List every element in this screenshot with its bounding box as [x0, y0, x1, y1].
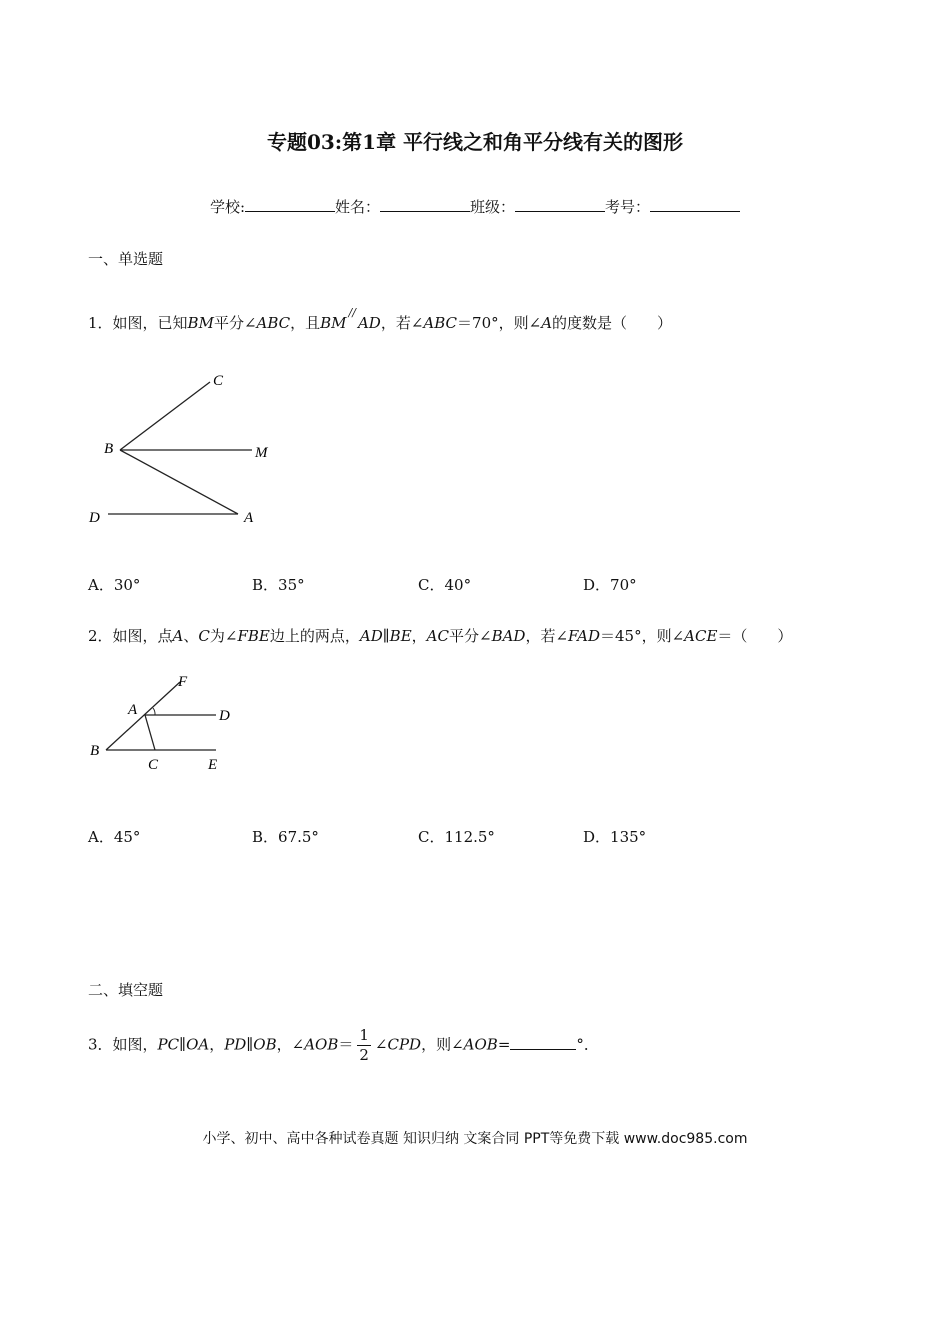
q2-ac: AC: [426, 627, 449, 645]
q1-text: 1．如图，已知: [88, 314, 188, 332]
student-info-line: [0, 196, 950, 217]
q1-bm: BM: [187, 314, 214, 332]
section-heading-fill-blank: 二、填空题: [88, 981, 164, 999]
q3-aob: AOB: [304, 1035, 339, 1054]
q2-ad: AD: [359, 627, 383, 645]
section-heading-single-choice: 一、单选题: [88, 250, 164, 268]
q1-label-a: A: [244, 510, 254, 526]
q1-text: 平分∠: [213, 314, 257, 332]
q1-ad: AD: [357, 314, 381, 332]
q1-label-m: M: [255, 445, 268, 461]
q2-option-c[interactable]: C．112.5°: [418, 828, 495, 846]
q3-pc: PC: [157, 1035, 180, 1054]
q2-text: ＝45°，则∠: [600, 627, 685, 645]
q2-text: ，: [411, 627, 427, 645]
q3-ob: OB: [253, 1035, 277, 1054]
q2-text: ＝（ ）: [717, 627, 793, 645]
q1-text: 的度数是（ ）: [552, 314, 673, 332]
q3-text: ，则∠: [421, 1035, 464, 1054]
q2-label-c: C: [148, 757, 159, 773]
q2-label-f: F: [178, 674, 188, 690]
q2-c: C: [198, 627, 210, 645]
q3-pd: PD: [224, 1035, 247, 1054]
q3-text: ，: [209, 1035, 225, 1054]
q2-fad: FAD: [568, 627, 600, 645]
q3-parallel-symbol: ∥: [246, 1035, 254, 1054]
q2-label-a: A: [128, 702, 138, 718]
q2-bad: BAD: [491, 627, 526, 645]
q2-text: 边上的两点，: [269, 627, 360, 645]
q2-text: 平分∠: [448, 627, 492, 645]
school-blank: [245, 197, 335, 212]
q2-be: BE: [389, 627, 412, 645]
q2-fbe: FBE: [237, 627, 270, 645]
page-title: 专题03:第1章 平行线之和角平分线有关的图形: [266, 130, 684, 154]
name-blank: [380, 197, 470, 212]
q3-text: =: [497, 1035, 511, 1054]
q3-fraction-denominator: 2: [359, 1046, 369, 1064]
q2-option-d[interactable]: D．135°: [583, 828, 647, 846]
q2-label-e: E: [208, 757, 218, 773]
q3-parallel-symbol: ∥: [179, 1035, 187, 1054]
q1-abc: ABC: [423, 314, 458, 332]
question-1-text: [88, 306, 673, 333]
q1-option-d[interactable]: D．70°: [583, 576, 637, 594]
q1-figure: [80, 360, 300, 540]
q2-text: 2．如图，点: [88, 627, 173, 645]
q1-bm: BM: [320, 314, 347, 332]
q1-text: ，若∠: [380, 314, 424, 332]
q2-a: A: [172, 627, 184, 645]
q3-text: ＝: [338, 1035, 354, 1054]
q3-text: ，∠: [276, 1035, 305, 1054]
q3-text: 3．如图，: [88, 1035, 158, 1054]
q2-parallel-symbol: ∥: [382, 627, 390, 645]
page-footer: 小学、初中、高中各种试卷真题 知识归纳 文案合同 PPT等免费下载 www.doc985.com: [202, 1131, 748, 1147]
q3-text: °．: [576, 1035, 599, 1054]
q3-fraction: [357, 1028, 371, 1063]
q2-figure: [80, 668, 250, 780]
q2-label-d: D: [219, 708, 230, 724]
class-label: 班级：: [470, 198, 516, 216]
q1-text: ＝70°，则∠: [457, 314, 542, 332]
q2-ace: ACE: [684, 627, 718, 645]
q1-label-d: D: [89, 510, 100, 526]
q2-text: ，若∠: [525, 627, 569, 645]
q3-answer-blank[interactable]: [510, 1035, 576, 1050]
q1-abc: ABC: [256, 314, 291, 332]
q2-option-b[interactable]: B．67.5°: [252, 828, 319, 846]
q1-option-c[interactable]: C．40°: [418, 576, 472, 594]
q3-aob: AOB: [463, 1035, 498, 1054]
class-blank: [515, 197, 605, 212]
question-2-text: [88, 625, 792, 646]
q2-label-b: B: [90, 743, 100, 759]
q3-oa: OA: [186, 1035, 210, 1054]
exam-no-label: 考号：: [605, 198, 651, 216]
q3-fraction-numerator: 1: [359, 1026, 369, 1044]
q1-option-b[interactable]: B．35°: [252, 576, 305, 594]
q2-option-a[interactable]: A．45°: [88, 828, 141, 846]
q3-cpd: CPD: [387, 1035, 422, 1054]
q3-text: ∠: [374, 1035, 388, 1054]
exam-no-blank: [650, 197, 740, 212]
q1-text: ，且: [290, 314, 321, 332]
q2-text: 为∠: [209, 627, 238, 645]
q1-label-b: B: [104, 441, 114, 457]
q1-label-c: C: [213, 373, 224, 389]
q1-option-a[interactable]: A．30°: [88, 576, 141, 594]
question-3-text: [88, 1028, 599, 1063]
school-label: 学校:: [209, 198, 245, 216]
name-label: 姓名：: [335, 198, 381, 216]
q1-a: A: [541, 314, 553, 332]
q2-text: 、: [183, 627, 199, 645]
q1-parallel-symbol: //: [348, 306, 356, 319]
